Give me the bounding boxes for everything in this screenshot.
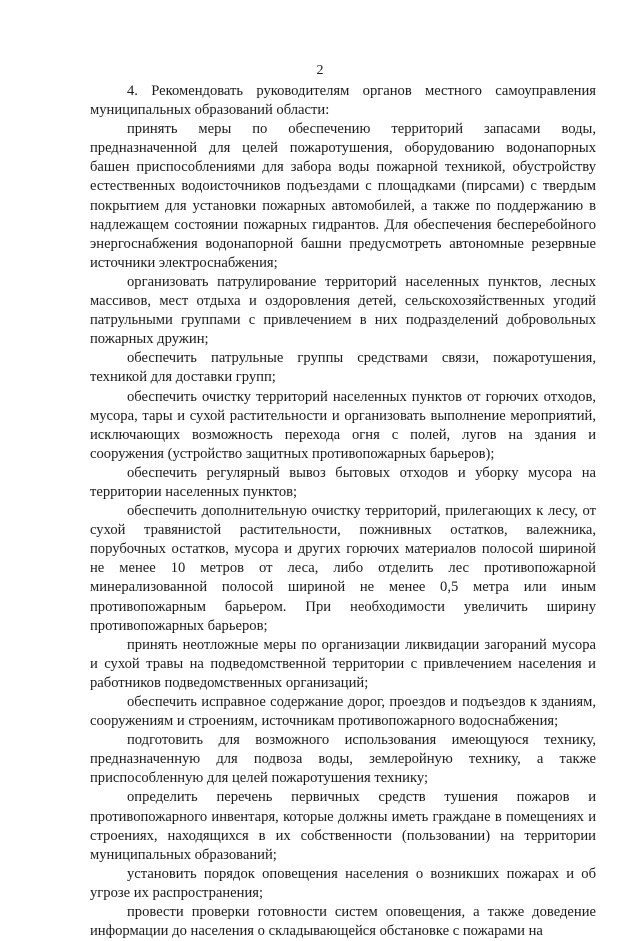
paragraph-primary-means: определить перечень первичных средств тушения пожаров и противопожарного инвентаря, которые должны иметь граждане в помещениях и строениях, находящихся в их собственности (пользовании) на территории муниципальных образований; (90, 789, 596, 863)
paragraph-notification-check: провести проверки готовности систем оповещения, а также доведение информации до населения о складывающейся обстановке с пожарами на (90, 904, 596, 940)
paragraph-forest-clearing: обеспечить дополнительную очистку территорий, прилегающих к лесу, от сухой травянистой растительности, пожнивных остатков, валежника, порубочных остатков, мусора и других горючих материалов полосой шириной не менее 10 метров от леса, либо отделить лес противопожарной минерализованной полосой шириной не менее 0,5 метра или иным противопожарным барьером. При необходимости увеличить ширину противопожарных барьеров; (90, 503, 596, 634)
paragraph-fire-elimination: принять неотложные меры по организации ликвидации загораний мусора и сухой травы на подведомственной территории с привлечением населения и работников подведомственных организаций; (90, 636, 596, 691)
paragraph-recommendation-heading: 4. Рекомендовать руководителям органов местного самоуправления муниципальных образований области: (90, 83, 596, 119)
paragraph-equipment-preparation: подготовить для возможного использования имеющуюся технику, предназначенную для подвоза воды, землеройную технику, а также приспособленную для целей пожаротушения технику; (90, 732, 596, 787)
paragraph-waste-removal: обеспечить регулярный вывоз бытовых отходов и уборку мусора на территории населенных пунктов; (90, 464, 596, 500)
paragraph-notification-procedure: установить порядок оповещения населения о возникших пожарах и об угрозе их распространения; (90, 865, 596, 901)
paragraph-water-supply: принять меры по обеспечению территорий запасами воды, предназначенной для целей пожаротушения, оборудованию водонапорных башен приспособлениями для забора воды пожарной техникой, обустройству естественных водоисточников подъездами с площадками (пирсами) с твердым покрытием для установки пожарных автомобилей, а также по поддержанию в надлежащем состоянии пожарных гидрантов. Для обеспечения бесперебойного энергоснабжения водонапорной башни предусмотреть автономные резервные источники электроснабжения; (90, 121, 596, 271)
paragraph-patrol-equipment: обеспечить патрульные группы средствами связи, пожаротушения, техникой для доставки групп; (90, 350, 596, 386)
paragraph-road-maintenance: обеспечить исправное содержание дорог, проездов и подъездов к зданиям, сооружениям и строениям, источникам противопожарного водоснабжения; (90, 694, 596, 730)
document-body (90, 82, 596, 941)
paragraph-patrolling: организовать патрулирование территорий населенных пунктов, лесных массивов, мест отдыха и оздоровления детей, сельскохозяйственных угодий патрульными группами с привлечением в них подразделений добровольных пожарных дружин; (90, 273, 596, 348)
page-number: 2 (316, 63, 324, 78)
paragraph-territory-cleaning: обеспечить очистку территорий населенных пунктов от горючих отходов, мусора, тары и сухой растительности и организовать выполнение мероприятий, исключающих возможность перехода огня с полей, лугов на здания и сооружения (устройство защитных противопожарных барьеров); (90, 388, 596, 462)
